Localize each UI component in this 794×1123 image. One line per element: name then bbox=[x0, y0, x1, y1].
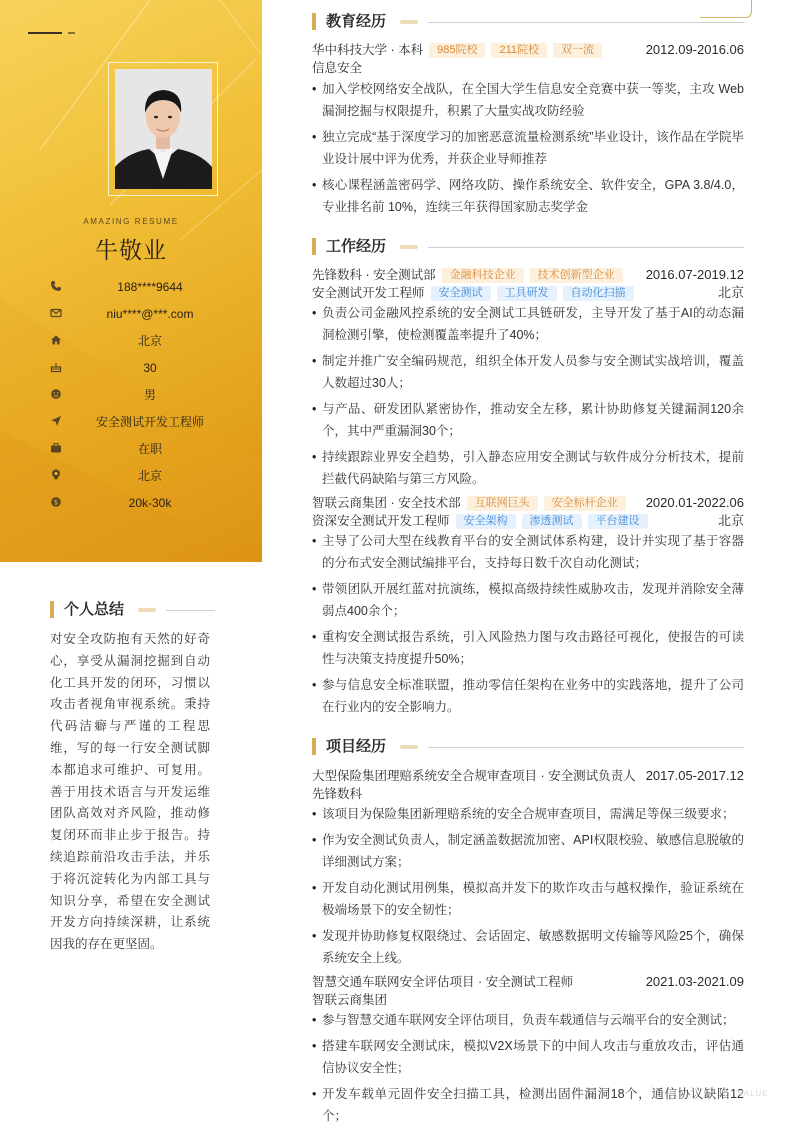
list-item: • 制定并推广安全编码规范，组织全体开发人员参与安全测试实战培训，覆盖人数超过30人； bbox=[312, 350, 744, 394]
age-value: 30 bbox=[143, 361, 157, 375]
role-tag: 渗透测试 bbox=[522, 514, 582, 529]
work-title: 工作经历 bbox=[326, 238, 387, 255]
work-header bbox=[312, 237, 744, 257]
info-phone bbox=[50, 278, 240, 296]
list-item: • 发现并协助修复权限绕过、会话固定、敏感数据明文传输等风险25个，确保系统安全上线。 bbox=[312, 925, 744, 969]
decor-dash-short bbox=[68, 32, 75, 34]
project-org: 先锋数科 bbox=[312, 787, 363, 801]
role-tag: 安全测试 bbox=[431, 286, 491, 301]
section-divider bbox=[166, 610, 215, 611]
watermark: VALUE bbox=[738, 1089, 769, 1098]
avatar bbox=[115, 69, 212, 189]
list-item: • 与产品、研发团队紧密协作，推动安全左移，累计协助修复关键漏洞120余个，其中严重漏洞30个； bbox=[312, 398, 744, 442]
job-period: 2020.01-2022.06 bbox=[645, 495, 744, 510]
list-item: • 持续跟踪业界安全趋势，引入静态应用安全测试与软件成分分析技术，提前拦截代码缺陷与第三方风险。 bbox=[312, 446, 744, 490]
job-period: 2016.07-2019.12 bbox=[645, 267, 744, 282]
info-gender bbox=[50, 386, 240, 404]
info-position bbox=[50, 413, 240, 431]
list-item: • 加入学校网络安全战队，在全国大学生信息安全竞赛中获一等奖，主攻 Web 漏洞挖掘与权限提升，积累了大量实战攻防经验 bbox=[312, 78, 744, 122]
list-item: • 搭建车联网安全测试床，模拟V2X场景下的中间人攻击与重放攻击，评估通信协议安全性； bbox=[312, 1035, 744, 1079]
role-tag: 平台建设 bbox=[588, 514, 648, 529]
education-school-row bbox=[312, 41, 744, 59]
education-major: 信息安全 bbox=[312, 61, 363, 75]
project-org-row bbox=[312, 785, 744, 803]
section-pill bbox=[400, 745, 418, 749]
info-age bbox=[50, 359, 240, 377]
projects-title: 项目经历 bbox=[326, 738, 387, 755]
list-item: • 重构安全测试报告系统，引入风险热力图与攻击路径可视化，使报告的可读性与决策支持度提升50%； bbox=[312, 626, 744, 670]
list-item: • 作为安全测试负责人，制定涵盖数据流加密、API权限校验、敏感信息脱敏的详细测试方案； bbox=[312, 829, 744, 873]
job-role: 资深安全测试开发工程师 bbox=[312, 514, 450, 528]
company-tag: 技术创新型企业 bbox=[530, 268, 623, 283]
gender-value: 男 bbox=[143, 388, 156, 402]
school-tag: 211院校 bbox=[491, 43, 547, 58]
section-divider bbox=[428, 247, 744, 248]
job-company: 智联云商集团 · 安全技术部 bbox=[312, 496, 461, 510]
list-item: • 主导了公司大型在线教育平台的安全测试体系构建，设计并实现了基于容器的分布式安全测试编排平台，支持每日数千次自动化测试； bbox=[312, 530, 744, 574]
education-major-row bbox=[312, 59, 744, 77]
list-item: • 参与智慧交通车联网安全评估项目，负责车载通信与云端平台的安全测试； bbox=[312, 1009, 744, 1031]
info-salary bbox=[50, 494, 240, 512]
project-name-row bbox=[312, 973, 744, 991]
summary-text: 对安全攻防抱有天然的好奇心，享受从漏洞挖掘到自动化工具开发的闭环，习惯以攻击者视角审视系统。秉持代码洁癖与严谨的工程思维，写的每一行安全测试脚本都追求可维护、可复用。善于用技术语言与开发运维团队高效对齐风险，推动修复闭环而非止步于报告。持续追踪前沿攻击手法，并乐于将沉淀转化为内部工具与知识分享，希望在安全测试开发方向持续深耕，让系统因我的存在更坚固。 bbox=[50, 632, 210, 952]
job-bullets bbox=[312, 302, 744, 494]
project-period: 2021.03-2021.09 bbox=[645, 974, 744, 989]
school-tag: 双一流 bbox=[553, 43, 602, 58]
resume-tagline: AMAZING RESUME bbox=[83, 217, 179, 226]
info-email bbox=[50, 305, 240, 323]
section-bar bbox=[312, 738, 316, 755]
role-tag: 安全架构 bbox=[456, 514, 516, 529]
home-value: 北京 bbox=[137, 334, 162, 348]
education-title: 教育经历 bbox=[326, 13, 387, 30]
section-bar bbox=[312, 238, 316, 255]
candidate-name: 牛敬业 bbox=[95, 238, 167, 264]
section-bar bbox=[312, 13, 316, 30]
role-tag: 自动化扫描 bbox=[563, 286, 634, 301]
section-pill bbox=[138, 608, 156, 612]
job-company: 先锋数科 · 安全测试部 bbox=[312, 268, 436, 282]
decor-dash bbox=[28, 32, 62, 34]
education-header bbox=[312, 12, 744, 32]
list-item: • 开发车载单元固件安全扫描工具，检测出固件漏洞18个，通信协议缺陷12个； bbox=[312, 1083, 744, 1123]
project-org: 智联云商集团 bbox=[312, 993, 388, 1007]
list-item: • 开发自动化测试用例集，模拟高并发下的欺诈攻击与越权操作，验证系统在极端场景下的安全韧性； bbox=[312, 877, 744, 921]
info-home bbox=[50, 332, 240, 350]
school-tag: 985院校 bbox=[429, 43, 485, 58]
company-tag: 互联网巨头 bbox=[467, 496, 538, 511]
project-org-row bbox=[312, 991, 744, 1009]
avatar-portrait bbox=[115, 69, 212, 189]
project-name-row bbox=[312, 767, 744, 785]
summary-title: 个人总结 bbox=[64, 601, 125, 618]
job-bullets bbox=[312, 530, 744, 722]
company-tag: 安全标杆企业 bbox=[544, 496, 626, 511]
info-location bbox=[50, 467, 240, 485]
education-period: 2012.09-2016.06 bbox=[645, 42, 744, 57]
list-item: • 参与信息安全标准联盟，推动零信任架构在业务中的实践落地，提升了公司在行业内的安全影响力。 bbox=[312, 674, 744, 718]
project-bullets bbox=[312, 1009, 744, 1123]
svg-text:$: $ bbox=[53, 498, 59, 507]
section-divider bbox=[428, 747, 744, 748]
project-bullets bbox=[312, 803, 744, 973]
job-role: 安全测试开发工程师 bbox=[312, 286, 425, 300]
section-pill bbox=[400, 245, 418, 249]
list-item: • 独立完成“基于深度学习的加密恶意流量检测系统”毕业设计，该作品在学院毕业设计展中评为优秀，并获企业导师推荐 bbox=[312, 126, 744, 170]
job-city: 北京 bbox=[717, 285, 744, 300]
list-item: • 该项目为保险集团新理赔系统的安全合规审查项目，需满足等保三级要求； bbox=[312, 803, 744, 825]
project-name: 大型保险集团理赔系统安全合规审查项目 · 安全测试负责人 bbox=[312, 769, 636, 783]
projects-header bbox=[312, 737, 744, 757]
section-pill bbox=[400, 20, 418, 24]
list-item: • 负责公司金融风控系统的安全测试工具链研发，主导开发了基于AI的动态漏洞检测引擎，使检测覆盖率提升了40%； bbox=[312, 302, 744, 346]
education-bullets bbox=[312, 78, 744, 222]
location-value: 北京 bbox=[137, 469, 162, 483]
company-tag: 金融科技企业 bbox=[442, 268, 524, 283]
project-period: 2017.05-2017.12 bbox=[645, 768, 744, 783]
job-company-row bbox=[312, 266, 744, 284]
position-value: 安全测试开发工程师 bbox=[95, 415, 204, 429]
list-item: • 带领团队开展红蓝对抗演练，模拟高级持续性威胁攻击，发现并消除安全薄弱点400余个； bbox=[312, 578, 744, 622]
info-status bbox=[50, 440, 240, 458]
salary-value: 20k-30k bbox=[128, 496, 172, 510]
summary-header bbox=[50, 600, 215, 620]
school-name: 华中科技大学 · 本科 bbox=[312, 43, 424, 57]
status-value: 在职 bbox=[137, 442, 162, 456]
email-value: niu****@***.com bbox=[106, 307, 194, 321]
section-bar bbox=[50, 601, 54, 618]
section-divider bbox=[428, 22, 744, 23]
role-tag: 工具研发 bbox=[497, 286, 557, 301]
job-role-row bbox=[312, 512, 744, 530]
phone-value: 188****9644 bbox=[117, 280, 183, 294]
job-company-row bbox=[312, 494, 744, 512]
job-role-row bbox=[312, 284, 744, 302]
list-item: • 核心课程涵盖密码学、网络攻防、操作系统安全、软件安全，GPA 3.8/4.0，专业排名前 10%，连续三年获得国家励志奖学金 bbox=[312, 174, 744, 218]
project-name: 智慧交通车联网安全评估项目 · 安全测试工程师 bbox=[312, 975, 574, 989]
job-city: 北京 bbox=[717, 513, 744, 528]
